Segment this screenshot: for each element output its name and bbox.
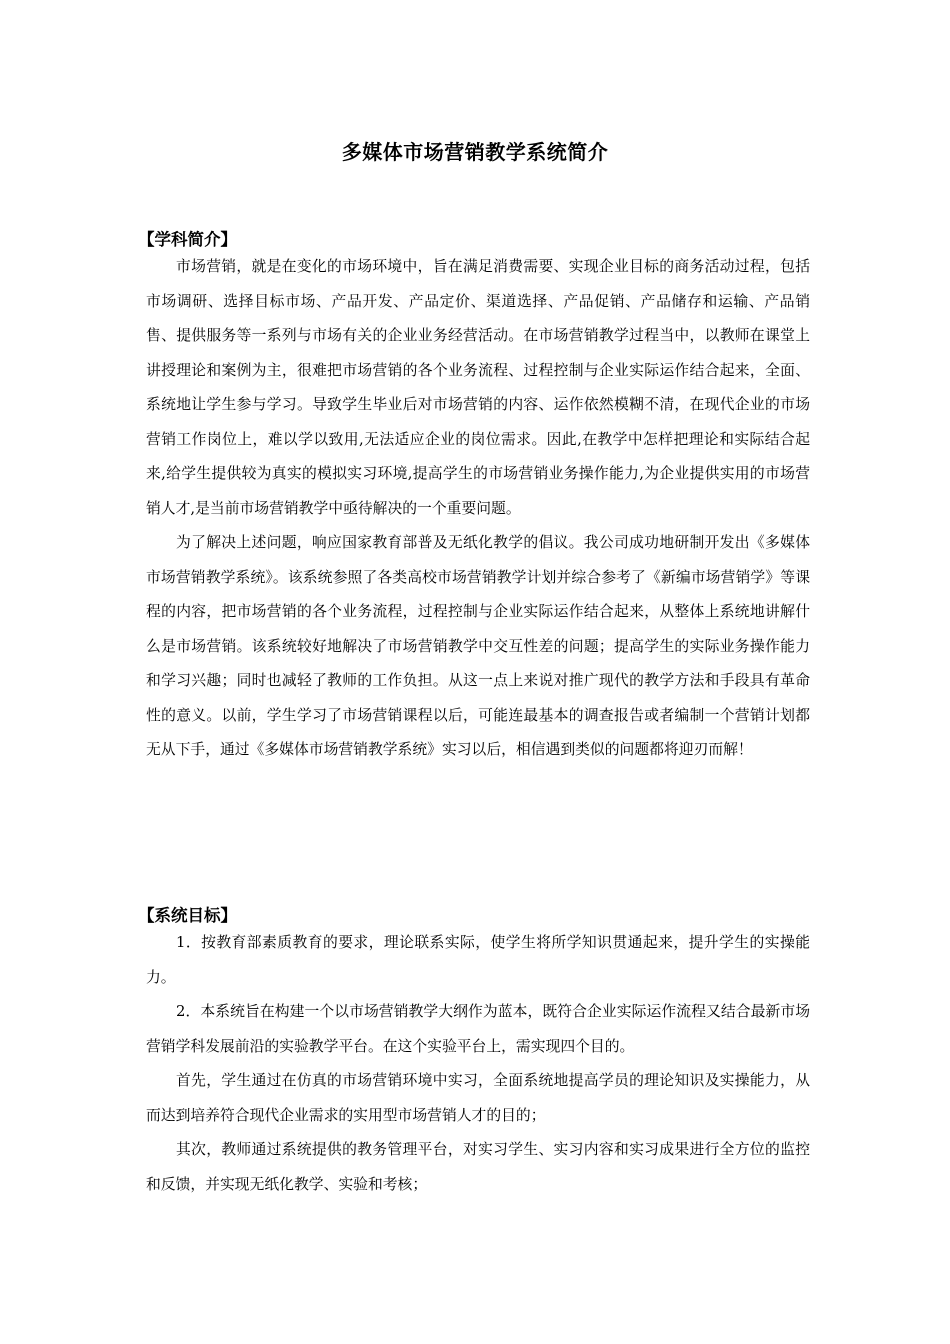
section-heading-system-goals: 【系统目标】: [138, 906, 237, 925]
paragraph: 首先，学生通过在仿真的市场营销环境中实习，全面系统地提高学员的理论知识及实操能力，从而达到培养符合现代企业需求的实用型市场营销人才的目的；: [146, 1072, 810, 1124]
section-heading-subject-intro: 【学科简介】: [138, 230, 237, 249]
paragraph: 为了解决上述问题，响应国家教育部普及无纸化教学的倡议。我公司成功地研制开发出《多媒体市场营销教学系统》。该系统参照了各类高校市场营销教学计划并综合参考了《新编市场营销学》等课程的内容，把市场营销的各个业务流程，过程控制与企业实际运作结合起来，从整体上系统地讲解什么是市场营销。该系统较好地解决了市场营销教学中交互性差的问题；提高学生的实际业务操作能力和学习兴趣；同时也减轻了教师的工作负担。从这一点上来说对推广现代的教学方法和手段具有革命性的意义。以前，学生学习了市场营销课程以后，可能连最基本的调查报告或者编制一个营销计划都无从下手，通过《多媒体市场营销教学系统》实习以后，相信遇到类似的问题都将迎刃而解！: [146, 534, 810, 758]
paragraph: 1．按教育部素质教育的要求，理论联系实际，使学生将所学知识贯通起来，提升学生的实操能力。: [146, 934, 810, 986]
section-body-subject-intro: [146, 250, 810, 768]
paragraph: 其次，教师通过系统提供的教务管理平台，对实习学生、实习内容和实习成果进行全方位的监控和反馈，并实现无纸化教学、实验和考核；: [146, 1141, 810, 1193]
paragraph: 市场营销，就是在变化的市场环境中，旨在满足消费需要、实现企业目标的商务活动过程，包括市场调研、选择目标市场、产品开发、产品定价、渠道选择、产品促销、产品储存和运输、产品销售、提供服务等一系列与市场有关的企业业务经营活动。在市场营销教学过程当中，以教师在课堂上讲授理论和案例为主，很难把市场营销的各个业务流程、过程控制与企业实际运作结合起来，全面、系统地让学生参与学习。导致学生毕业后对市场营销的内容、运作依然模糊不清，在现代企业的市场营销工作岗位上，难以学以致用,无法适应企业的岗位需求。因此,在教学中怎样把理论和实际结合起来,给学生提供较为真实的模拟实习环境,提高学生的市场营销业务操作能力,为企业提供实用的市场营销人才,是当前市场营销教学中亟待解决的一个重要问题。: [146, 258, 810, 517]
paragraph: 2．本系统旨在构建一个以市场营销教学大纲作为蓝本，既符合企业实际运作流程又结合最新市场营销学科发展前沿的实验教学平台。在这个实验平台上，需实现四个目的。: [146, 1003, 810, 1055]
section-body-system-goals: [146, 926, 810, 1202]
document-title: 多媒体市场营销教学系统简介: [341, 140, 609, 164]
